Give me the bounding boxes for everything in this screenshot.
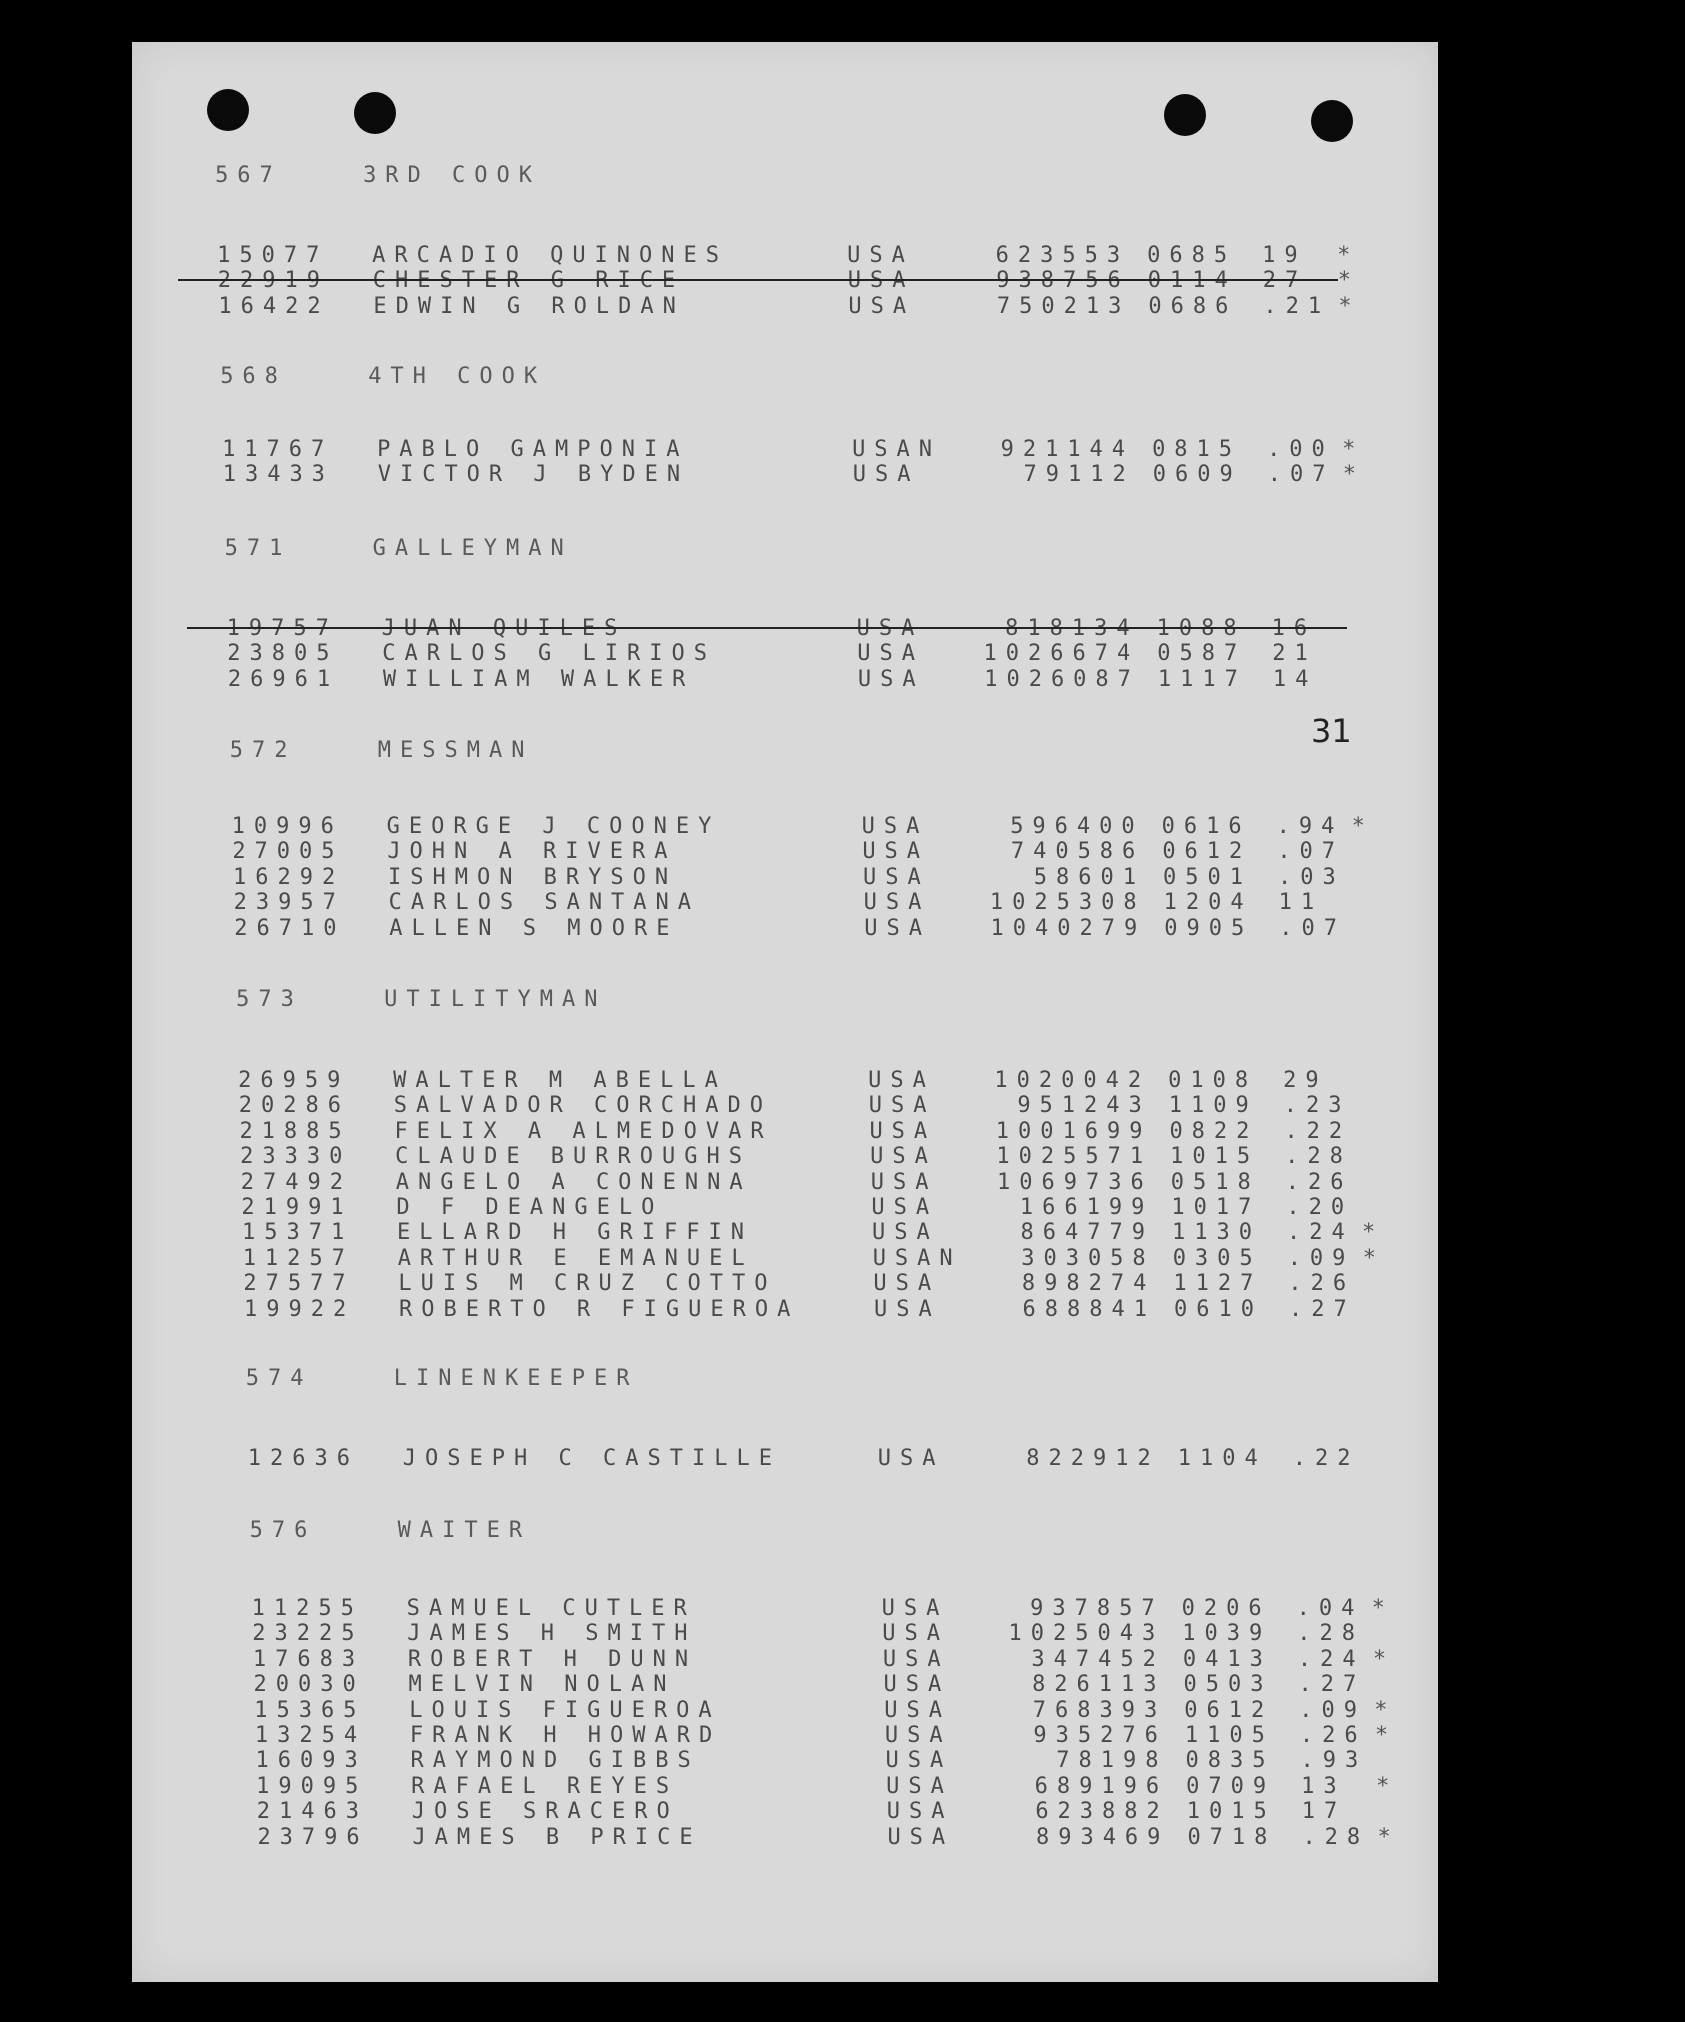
crew-name: FELIX A ALMEDOVAR — [394, 1118, 773, 1144]
crew-id: 16292 — [232, 864, 345, 890]
date-code: 0612 — [1162, 839, 1252, 865]
crew-name: JAMES B PRICE — [412, 1824, 702, 1850]
section-title: LINENKEEPER — [393, 1366, 639, 1391]
citizenship: USA — [864, 915, 932, 941]
document-number: 1026087 — [984, 666, 1140, 692]
crew-id: 16093 — [255, 1748, 367, 1774]
section-title: GALLEYMAN — [372, 536, 573, 561]
section-code: 568 — [220, 364, 287, 389]
citizenship: USA — [857, 666, 925, 692]
date-code: 0815 — [1152, 437, 1242, 462]
citizenship: USA — [881, 1596, 949, 1621]
crew-name: SALVADOR CORCHADO — [393, 1093, 772, 1119]
crew-name: ROBERT H DUNN — [407, 1646, 698, 1672]
rate-value: .21 — [1263, 293, 1331, 319]
asterisk-mark: * — [1337, 243, 1360, 268]
crew-name: CARLOS SANTANA — [388, 890, 701, 916]
section-code: 576 — [249, 1518, 317, 1543]
date-code: 1039 — [1182, 1621, 1272, 1647]
crew-name: EDWIN G ROLDAN — [373, 293, 685, 319]
date-code: 0612 — [1184, 1697, 1274, 1723]
crew-id: 21463 — [256, 1799, 369, 1825]
citizenship: USA — [868, 1093, 936, 1119]
document-number: 688841 — [1022, 1296, 1156, 1322]
citizenship: USA — [873, 1271, 941, 1297]
asterisk-mark: * — [1338, 293, 1361, 319]
rate-value: .26 — [1288, 1271, 1356, 1297]
document-number: 822912 — [1026, 1446, 1160, 1471]
citizenship: USAN — [852, 437, 942, 462]
table-row — [256, 1774, 1416, 1799]
crew-name: FRANK H HOWARD — [409, 1723, 722, 1748]
citizenship: USA — [883, 1672, 951, 1698]
citizenship: USA — [870, 1169, 938, 1195]
document-number: 1025571 — [996, 1144, 1153, 1170]
punch-hole — [1311, 100, 1353, 142]
crew-name: JOSE SRACERO — [411, 1799, 679, 1825]
table-row — [254, 1672, 1414, 1697]
crew-name: ARCADIO QUINONES — [372, 243, 729, 268]
date-code: 0503 — [1183, 1672, 1273, 1698]
rate-value: .07 — [1267, 462, 1335, 488]
table-row — [240, 1144, 1400, 1169]
section-code: 574 — [245, 1366, 313, 1391]
table-row — [234, 890, 1394, 915]
crew-id: 27005 — [232, 839, 344, 865]
document-number: 58601 — [1033, 864, 1145, 890]
section-code: 573 — [236, 987, 303, 1012]
crew-id: 20030 — [253, 1672, 365, 1698]
table-row — [244, 1297, 1404, 1322]
section-code: 572 — [229, 738, 297, 763]
crew-id: 10996 — [231, 814, 343, 839]
table-row — [234, 916, 1394, 941]
rate-value: .09 — [1287, 1245, 1355, 1271]
crew-id: 11257 — [242, 1245, 354, 1271]
page-number: 31 — [1311, 712, 1352, 750]
citizenship: USA — [872, 1220, 939, 1246]
crew-id: 23796 — [257, 1824, 369, 1850]
crew-name: RAFAEL REYES — [411, 1773, 679, 1799]
document-number: 1025308 — [989, 890, 1146, 916]
rate-value: 21 — [1272, 641, 1317, 667]
document-number: 347452 — [1031, 1646, 1165, 1672]
document-number: 818134 — [1005, 616, 1139, 641]
date-code: 0609 — [1152, 462, 1242, 488]
crew-id: 19757 — [226, 616, 338, 641]
crew-id: 15077 — [217, 243, 329, 268]
asterisk-mark: * — [1374, 1697, 1397, 1723]
crew-name: CARLOS G LIRIOS — [382, 641, 716, 667]
asterisk-mark: * — [1377, 1824, 1400, 1850]
table-row — [257, 1799, 1417, 1824]
document-number: 689196 — [1034, 1773, 1169, 1799]
rate-value: .07 — [1279, 915, 1347, 941]
document-number: 826113 — [1032, 1672, 1166, 1698]
document-number: 951243 — [1017, 1093, 1151, 1119]
table-row — [256, 1748, 1416, 1773]
table-row — [252, 1596, 1412, 1621]
table-row — [241, 1170, 1401, 1195]
date-code: 1104 — [1177, 1446, 1267, 1471]
section-code: 567 — [215, 163, 282, 188]
asterisk-mark: * — [1351, 814, 1374, 839]
asterisk-mark: * — [1342, 437, 1365, 462]
citizenship: USA — [863, 890, 931, 916]
citizenship: USA — [887, 1824, 955, 1850]
crew-id: 16422 — [218, 293, 330, 319]
asterisk-mark: * — [1337, 268, 1360, 294]
section-header — [220, 364, 546, 394]
citizenship: USA — [856, 616, 924, 641]
crew-name: ROBERTO R FIGUEROA — [398, 1296, 800, 1322]
citizenship: USA — [847, 268, 915, 294]
date-code: 1117 — [1157, 666, 1247, 692]
rate-value: .26 — [1285, 1169, 1353, 1195]
citizenship: USA — [861, 814, 929, 839]
rate-value: .28 — [1285, 1144, 1352, 1170]
date-code: 1109 — [1168, 1093, 1258, 1119]
crew-id: 15365 — [254, 1697, 366, 1723]
date-code: 1017 — [1171, 1195, 1261, 1220]
crew-id: 13254 — [254, 1723, 367, 1748]
table-row-struck — [218, 268, 1378, 293]
table-row — [252, 1621, 1412, 1646]
date-code: 1105 — [1184, 1723, 1274, 1748]
citizenship: USA — [877, 1446, 945, 1471]
crew-id: 11255 — [251, 1596, 363, 1621]
document-number: 937857 — [1030, 1596, 1164, 1621]
table-row — [253, 1647, 1413, 1672]
date-code: 0822 — [1169, 1118, 1259, 1144]
document-number: 78198 — [1056, 1748, 1168, 1774]
asterisk-mark: * — [1342, 462, 1365, 488]
crew-name: GEORGE J COONEY — [386, 814, 721, 839]
rate-value: 11 — [1278, 890, 1324, 916]
document-number: 938756 — [996, 268, 1130, 294]
asterisk-mark: * — [1371, 1596, 1394, 1621]
rate-value: 29 — [1283, 1068, 1328, 1093]
crew-name: ISHMON BRYSON — [387, 864, 678, 890]
date-code: 0616 — [1161, 814, 1251, 839]
section-header — [215, 163, 541, 193]
table-row — [241, 1195, 1401, 1220]
date-code: 1088 — [1156, 616, 1246, 641]
date-code: 0685 — [1147, 243, 1237, 268]
rate-value: .94 — [1276, 814, 1344, 839]
document-number: 740586 — [1010, 839, 1145, 865]
citizenship: USA — [852, 462, 920, 488]
crew-id: 19922 — [243, 1296, 356, 1322]
table-row — [257, 1825, 1417, 1850]
section-header — [225, 536, 573, 566]
citizenship: USA — [884, 1723, 952, 1748]
crew-name: D F DEANGELO — [396, 1195, 664, 1220]
rate-value: .20 — [1286, 1195, 1354, 1220]
crew-id: 22919 — [217, 268, 329, 294]
date-code: 0835 — [1185, 1748, 1275, 1774]
document-number: 921144 — [1000, 437, 1135, 462]
table-row — [222, 437, 1382, 462]
asterisk-mark: * — [1374, 1723, 1398, 1748]
table-row — [233, 865, 1393, 890]
date-code: 0610 — [1173, 1296, 1263, 1322]
document-number: 1025043 — [1008, 1621, 1165, 1647]
asterisk-mark: * — [1362, 1245, 1385, 1271]
rate-value: .24 — [1287, 1220, 1354, 1246]
crew-name: VICTOR J BYDEN — [377, 462, 690, 488]
section-title: MESSMAN — [377, 738, 534, 763]
rate-value: .24 — [1297, 1646, 1365, 1672]
citizenship: USA — [885, 1748, 953, 1774]
crew-id: 27577 — [243, 1271, 355, 1297]
crew-name: WILLIAM WALKER — [382, 666, 695, 692]
table-row — [232, 839, 1392, 864]
document-number: 623553 — [995, 243, 1130, 268]
date-code: 0518 — [1170, 1169, 1260, 1195]
crew-id: 13433 — [222, 462, 334, 488]
citizenship: USA — [886, 1799, 954, 1825]
document-number: 596400 — [1010, 814, 1144, 839]
date-code: 1204 — [1163, 890, 1253, 916]
rate-value: 13 — [1301, 1773, 1346, 1799]
punch-hole — [207, 89, 249, 131]
citizenship: USA — [886, 1773, 953, 1799]
asterisk-mark: * — [1362, 1220, 1385, 1246]
table-row — [227, 641, 1387, 666]
table-row-struck — [227, 616, 1387, 641]
date-code: 1015 — [1186, 1799, 1276, 1825]
section-header — [246, 1366, 639, 1396]
asterisk-mark: * — [1372, 1646, 1396, 1672]
table-row — [243, 1246, 1403, 1271]
date-code: 1127 — [1173, 1271, 1263, 1297]
crew-name: ALLEN S MOORE — [389, 915, 679, 941]
date-code: 1130 — [1172, 1220, 1262, 1246]
date-code: 0718 — [1187, 1824, 1277, 1850]
crew-name: WALTER M ABELLA — [393, 1068, 727, 1093]
crew-name: ELLARD H GRIFFIN — [397, 1220, 753, 1246]
citizenship: USA — [847, 243, 914, 268]
rate-value: .04 — [1296, 1596, 1364, 1621]
rate-value: 16 — [1271, 616, 1317, 641]
rate-value: .28 — [1297, 1621, 1365, 1647]
rate-value: .26 — [1299, 1723, 1367, 1748]
document-number: 166199 — [1019, 1195, 1154, 1220]
document-number: 768393 — [1032, 1697, 1167, 1723]
asterisk-mark: * — [1376, 1773, 1399, 1799]
crew-name: ANGELO A CONENNA — [395, 1169, 752, 1195]
table-row — [239, 1093, 1399, 1118]
document-number: 1040279 — [990, 915, 1147, 941]
crew-name: JAMES H SMITH — [407, 1621, 697, 1647]
section-header — [250, 1518, 531, 1548]
citizenship: USA — [862, 839, 930, 865]
crew-name: LOUIS FIGUEROA — [409, 1697, 721, 1723]
table-row — [255, 1723, 1415, 1748]
rate-value: 27 — [1262, 268, 1308, 294]
rate-value: .03 — [1277, 864, 1345, 890]
rate-value: .23 — [1283, 1093, 1351, 1119]
crew-id: 20286 — [238, 1093, 351, 1119]
citizenship: USA — [862, 864, 930, 890]
crew-id: 23330 — [240, 1144, 352, 1170]
citizenship: USAN — [872, 1245, 962, 1271]
date-code: 0686 — [1148, 293, 1238, 319]
table-row — [239, 1119, 1399, 1144]
document-number: 750213 — [996, 293, 1131, 319]
table-row — [238, 1068, 1398, 1093]
date-code: 0587 — [1157, 641, 1247, 667]
crew-id: 27492 — [240, 1169, 352, 1195]
crew-id: 11767 — [222, 437, 334, 462]
crew-name: CHESTER G RICE — [372, 268, 685, 294]
section-title: 3RD COOK — [363, 163, 542, 188]
crew-name: ARTHUR E EMANUEL — [397, 1245, 754, 1271]
table-row — [254, 1698, 1414, 1723]
rate-value: .22 — [1292, 1446, 1360, 1471]
citizenship: USA — [848, 293, 916, 319]
document-number: 79112 — [1023, 462, 1135, 488]
crew-name: JUAN QUILES — [381, 616, 627, 641]
crew-name: MELVIN NOLAN — [408, 1672, 676, 1698]
crew-name: SAMUEL CUTLER — [406, 1596, 696, 1621]
citizenship: USA — [857, 641, 925, 667]
punch-hole — [354, 92, 396, 134]
date-code: 0501 — [1162, 864, 1252, 890]
crew-name: JOHN A RIVERA — [387, 839, 677, 865]
table-row — [217, 243, 1377, 268]
crew-id: 19095 — [256, 1773, 368, 1799]
section-title: WAITER — [397, 1518, 532, 1543]
crew-id: 12636 — [247, 1446, 360, 1471]
rate-value: .27 — [1288, 1296, 1356, 1322]
crew-name: RAYMOND GIBBS — [410, 1748, 700, 1774]
table-row — [232, 814, 1392, 839]
date-code: 0206 — [1181, 1596, 1271, 1621]
date-code: 1015 — [1170, 1144, 1260, 1170]
document-number: 623882 — [1035, 1799, 1169, 1825]
crew-id: 21885 — [239, 1118, 351, 1144]
document-number: 935276 — [1033, 1723, 1167, 1748]
rate-value: .07 — [1277, 839, 1345, 865]
document-number: 1069736 — [997, 1169, 1153, 1195]
date-code: 0305 — [1172, 1245, 1262, 1271]
section-header — [230, 738, 534, 768]
citizenship: USA — [871, 1195, 939, 1220]
date-code: 0905 — [1164, 915, 1254, 941]
crew-id: 21991 — [241, 1195, 353, 1220]
document-number: 898274 — [1021, 1271, 1156, 1297]
crew-id: 23957 — [233, 890, 345, 916]
document-number: 1020042 — [994, 1068, 1151, 1093]
date-code: 0413 — [1182, 1646, 1272, 1672]
punch-hole — [1164, 94, 1206, 136]
citizenship: USA — [882, 1621, 950, 1647]
section-header — [236, 987, 606, 1017]
table-row — [242, 1220, 1402, 1245]
document-number: 1026674 — [983, 641, 1140, 667]
citizenship: USA — [868, 1068, 935, 1093]
table-row — [223, 462, 1383, 487]
crew-name: PABLO GAMPONIA — [377, 437, 689, 462]
table-row — [248, 1446, 1408, 1471]
date-code: 0709 — [1186, 1773, 1276, 1799]
crew-name: CLAUDE BURROUGHS — [395, 1144, 752, 1170]
crew-name: LUIS M CRUZ COTTO — [398, 1271, 777, 1297]
citizenship: USA — [884, 1697, 951, 1723]
section-title: 4TH COOK — [368, 364, 547, 389]
rate-value: 17 — [1301, 1799, 1347, 1825]
document-number: 1001699 — [995, 1118, 1152, 1144]
rate-value: .09 — [1299, 1697, 1366, 1723]
table-row — [218, 294, 1378, 319]
rate-value: .27 — [1298, 1672, 1366, 1698]
crew-id: 23225 — [252, 1621, 364, 1647]
document-number: 303058 — [1021, 1245, 1155, 1271]
rate-value: .93 — [1300, 1748, 1368, 1774]
date-code: 0114 — [1147, 268, 1237, 294]
rate-value: .28 — [1302, 1824, 1370, 1850]
date-code: 0108 — [1168, 1068, 1258, 1093]
document-number: 864779 — [1020, 1220, 1155, 1246]
section-code: 571 — [224, 536, 292, 561]
crew-id: 15371 — [242, 1220, 354, 1246]
crew-id: 23805 — [227, 641, 339, 667]
table-row — [243, 1271, 1403, 1296]
crew-name: JOSEPH C CASTILLE — [402, 1446, 781, 1471]
crew-id: 17683 — [252, 1646, 365, 1672]
crew-id: 26959 — [238, 1068, 350, 1093]
citizenship: USA — [869, 1118, 937, 1144]
table-row — [228, 667, 1388, 692]
citizenship: USA — [870, 1144, 937, 1170]
crew-id: 26710 — [234, 915, 346, 941]
rate-value: .22 — [1284, 1118, 1352, 1144]
citizenship: USA — [882, 1646, 950, 1672]
rate-value: .00 — [1267, 437, 1334, 462]
rate-value: 19 — [1262, 243, 1307, 268]
section-title: UTILITYMAN — [384, 987, 607, 1012]
citizenship: USA — [873, 1296, 941, 1322]
crew-id: 26961 — [227, 666, 340, 692]
rate-value: 14 — [1272, 666, 1318, 692]
document-number: 893469 — [1035, 1824, 1170, 1850]
